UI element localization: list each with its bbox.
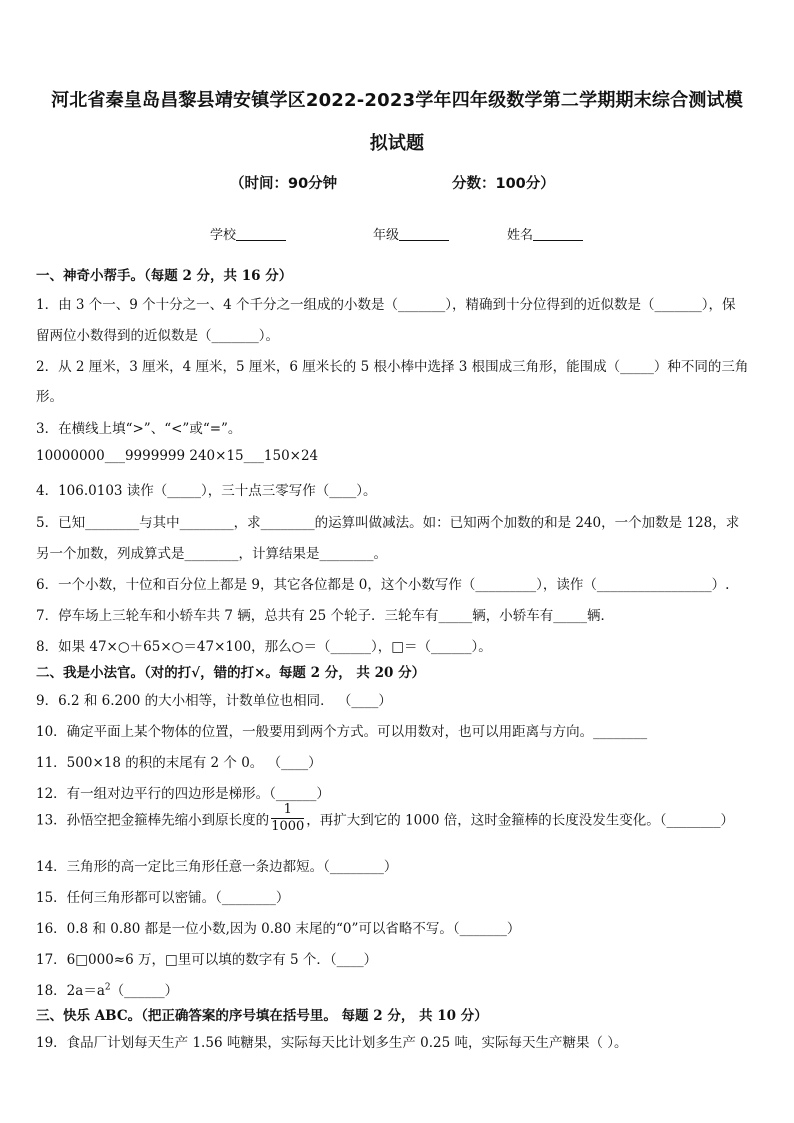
total-score: 分数：100分）: [452, 176, 555, 192]
name-label: 姓名: [507, 228, 534, 243]
name-field: [507, 224, 583, 243]
grade-field: [373, 224, 449, 243]
section-2-heading: 二、我是小法官。（对的打√，错的打×。每题 2 分， 共 20 分）: [36, 665, 426, 681]
question-9: 9．6.2 和 6.200 的大小相等，计数单位也相同． （____）: [36, 693, 392, 709]
question-1-line1: 1．由 3 个一、9 个十分之一、4 个千分之一组成的小数是（_______），精确到十分位得到的近似数是（_______），保: [36, 297, 736, 313]
question-15: 15．任何三角形都可以密铺。（________）: [36, 890, 290, 906]
name-blank[interactable]: [533, 228, 583, 241]
question-12: 12．有一组对边平行的四边形是梯形。（______）: [36, 786, 330, 802]
question-13-text-a: 13．孙悟空把金箍棒先缩小到原长度的: [36, 812, 270, 829]
question-17: 17．6□000≈6 万，□里可以填的数字有 5 个．（____）: [36, 952, 378, 968]
time-limit: （时间：90分钟: [230, 176, 338, 192]
section-1-heading: 一、神奇小帮手。（每题 2 分，共 16 分）: [36, 268, 293, 284]
question-5-line2: 另一个加数，列成算式是________，计算结果是________。: [36, 546, 387, 562]
question-10: 10．确定平面上某个物体的位置，一般要用到两个方式。可以用数对，也可以用距离与方向。________: [36, 724, 648, 740]
question-11: 11．500×18 的积的末尾有 2 个 0。 （____）: [36, 755, 322, 771]
question-2-line2: 形。: [36, 389, 63, 405]
exam-title-line2: 拟试题: [369, 133, 425, 154]
section-3-heading: 三、快乐 ABC。（把正确答案的序号填在括号里。 每题 2 分， 共 10 分）: [36, 1008, 488, 1024]
question-13-text-b: ，再扩大到它的 1000 倍，这时金箍棒的长度没发生变化。（________）: [306, 812, 734, 829]
question-7: 7．停车场上三轮车和小轿车共 7 辆，总共有 25 个轮子．三轮车有_____辆，小轿车有_____辆．: [36, 608, 615, 624]
question-4: 4．106.0103 读作（_____），三十点三零写作（____）。: [36, 483, 377, 499]
exponent: 2: [104, 982, 111, 993]
grade-blank[interactable]: [399, 228, 449, 241]
school-blank[interactable]: [236, 228, 286, 241]
question-14: 14．三角形的高一定比三角形任意一条边都短。（________）: [36, 859, 398, 875]
question-3-line1: 3．在横线上填“>”、“<”或“=”。: [36, 421, 242, 437]
school-label: 学校: [210, 228, 237, 243]
fraction-denominator: 1000: [271, 819, 305, 834]
grade-label: 年级: [373, 228, 400, 243]
question-16: 16．0.8 和 0.80 都是一位小数,因为 0.80 末尾的“0”可以省略不写。（_______）: [36, 921, 521, 937]
question-1-line2: 留两位小数得到的近似数是（_______）。: [36, 328, 279, 344]
question-13: [36, 802, 758, 835]
question-8: 8．如果 47×○＋65×○＝47×100，那么○＝（______），□＝（______）。: [36, 639, 492, 655]
question-2-line1: 2．从 2 厘米，3 厘米，4 厘米，5 厘米，6 厘米长的 5 根小棒中选择 3 根围成三角形，能围成（_____）种不同的三角: [36, 359, 749, 375]
question-18-text-a: 18．2a＝a: [36, 983, 105, 999]
fraction-numerator: 1: [271, 802, 304, 819]
exam-title-line1: 河北省秦皇岛昌黎县靖安镇学区2022-2023学年四年级数学第二学期期末综合测试模: [51, 90, 743, 111]
question-3-line2: 10000000___9999999 240×15___150×24: [36, 448, 319, 464]
question-18: [36, 979, 758, 999]
fraction-1-over-1000: [271, 802, 304, 835]
school-field: [210, 224, 286, 243]
question-19: 19．食品厂计划每天生产 1.56 吨糖果，实际每天比计划多生产 0.25 吨，实际每天生产糖果（ ）。: [36, 1035, 628, 1051]
question-6: 6．一个小数，十位和百分位上都是 9，其它各位都是 0，这个小数写作（_________），读作（_________________）.: [36, 577, 730, 593]
question-18-text-b: （______）: [110, 983, 179, 999]
question-5-line1: 5．已知________与其中________，求________的运算叫做减法。如：已知两个加数的和是 240，一个加数是 128，求: [36, 515, 740, 531]
